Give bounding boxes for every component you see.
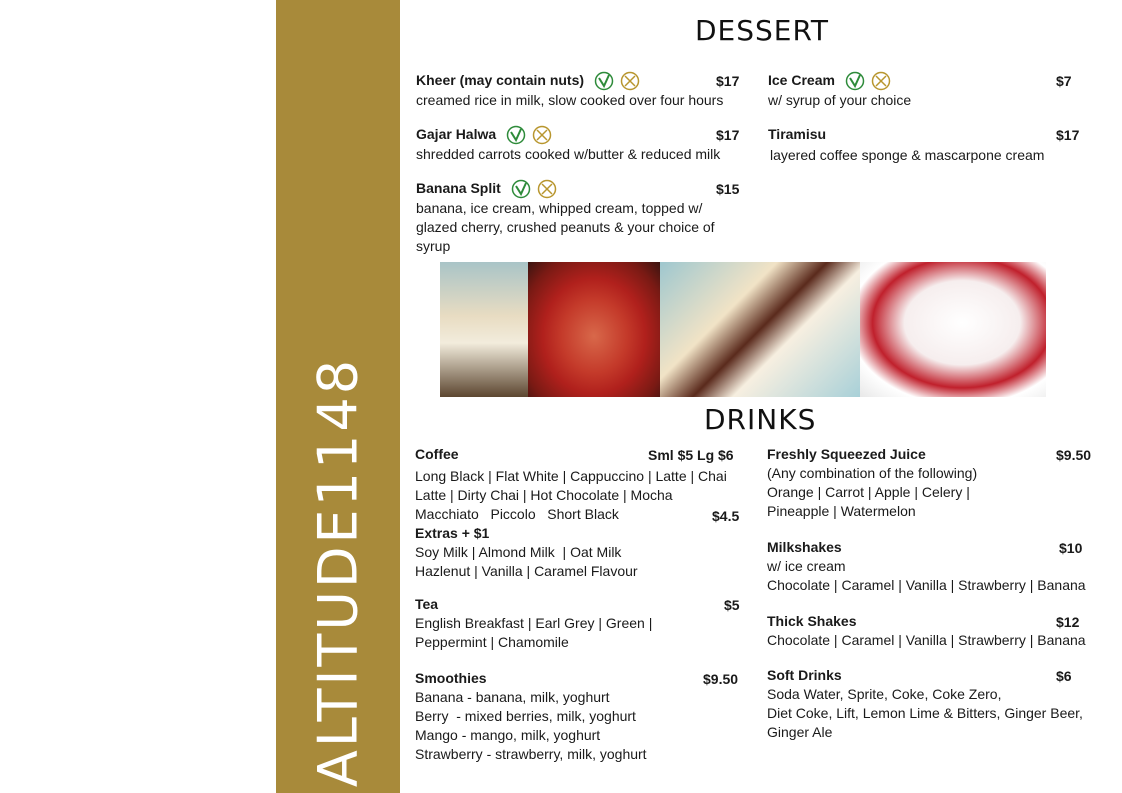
item-price: $9.50 [703,671,739,687]
item-price: $15 [716,181,740,197]
coffee-line-2: Latte | Dirty Chai | Hot Chocolate | Mocha [415,487,673,503]
coffee-extras-line-2: Hazlenut | Vanilla | Caramel Flavour [415,563,638,579]
drink-milkshakes [767,538,1107,595]
item-name: Milkshakes [767,539,842,555]
vegetarian-icon [511,179,531,199]
smoothie-line: Strawberry - strawberry, milk, yoghurt [415,746,647,762]
drink-smoothies [415,669,745,764]
dessert-heading: DESSERT [695,14,830,47]
item-name: Thick Shakes [767,613,857,629]
dessert-item-banana-split [416,179,746,256]
item-name: Gajar Halwa [416,126,497,142]
gluten-free-icon [620,71,640,91]
vegetarian-icon [506,125,526,145]
dessert-item-tiramisu [768,125,1078,165]
coffee-line-3: Macchiato Piccolo Short Black [415,506,619,522]
panna-cotta-photo [860,262,1046,397]
item-name: Soft Drinks [767,667,842,683]
item-price: $17 [1056,127,1080,143]
item-price: $9.50 [1056,447,1092,463]
item-desc: w/ syrup of your choice [768,92,912,109]
smoothie-line: Banana - banana, milk, yoghurt [415,689,610,705]
smoothie-line: Berry - mixed berries, milk, yoghurt [415,708,636,724]
item-name: Freshly Squeezed Juice [767,446,926,462]
item-name: Banana Split [416,180,501,196]
gluten-free-icon [871,71,891,91]
dessert-item-gajar-halwa [416,125,746,164]
brand-name: ALTITUDE1148 [306,356,370,788]
dessert-item-kheer [416,71,746,110]
drink-soft-drinks [767,666,1112,742]
item-name: Smoothies [415,670,487,686]
item-desc: shredded carrots cooked w/butter & reduced milk [416,146,721,163]
tea-line-2: Peppermint | Chamomile [415,634,569,650]
kheer-photo [440,262,528,397]
diet-icons [504,125,552,145]
item-price: $17 [716,73,740,89]
thick-shake-line: Chocolate | Caramel | Vanilla | Strawberry | Banana [767,632,1086,648]
item-price: $12 [1056,614,1080,630]
banana-split-photo [660,262,860,397]
drink-juice [767,445,1107,521]
item-desc: layered coffee sponge & mascarpone cream [770,147,1045,163]
brand-wrap [276,0,400,793]
coffee-line-3-price: $4.5 [712,508,740,524]
milkshake-line: Chocolate | Caramel | Vanilla | Strawberry | Banana [767,577,1086,593]
juice-line: Pineapple | Watermelon [767,503,916,519]
halwa-photo [528,262,660,397]
juice-line: Orange | Carrot | Apple | Celery | [767,484,970,500]
soft-drink-line: Ginger Ale [767,724,833,740]
dessert-item-ice-cream [768,71,1078,110]
item-name: Kheer (may contain nuts) [416,72,585,88]
vegetarian-icon [594,71,614,91]
item-name: Tiramisu [768,126,827,142]
diet-icons [843,71,891,91]
diet-icons [592,71,640,91]
smoothie-line: Mango - mango, milk, yoghurt [415,727,601,743]
soft-drink-line: Diet Coke, Lift, Lemon Lime & Bitters, Ginger Beer, [767,705,1083,721]
soft-drink-line: Soda Water, Sprite, Coke, Coke Zero, [767,686,1002,702]
drink-coffee [415,445,745,581]
item-name: Coffee [415,446,459,462]
coffee-line-1: Long Black | Flat White | Cappuccino | Latte | Chai [415,468,727,484]
gluten-free-icon [537,179,557,199]
dessert-photo [440,262,1046,397]
gluten-free-icon [532,125,552,145]
juice-line: (Any combination of the following) [767,465,978,481]
vegetarian-icon [845,71,865,91]
drinks-heading: DRINKS [704,403,817,436]
coffee-extras-title: Extras + $1 [415,525,490,541]
item-price: $7 [1056,73,1072,89]
drink-thick-shakes [767,612,1107,650]
item-desc: creamed rice in milk, slow cooked over four hours [416,92,724,109]
item-desc: banana, ice cream, whipped cream, topped w/ glazed cherry, crushed peanuts & your choice of syrup [416,200,715,255]
item-price: $10 [1059,540,1083,556]
item-price: $17 [716,127,740,143]
drink-tea [415,595,745,652]
item-price: $5 [724,597,740,613]
item-price: $6 [1056,668,1072,684]
item-name: Tea [415,596,439,612]
item-price: Sml $5 Lg $6 [648,447,734,463]
tea-line-1: English Breakfast | Earl Grey | Green | [415,615,653,631]
diet-icons [509,179,557,199]
coffee-extras-line-1: Soy Milk | Almond Milk | Oat Milk [415,544,622,560]
item-name: Ice Cream [768,72,835,88]
milkshake-line: w/ ice cream [767,558,846,574]
